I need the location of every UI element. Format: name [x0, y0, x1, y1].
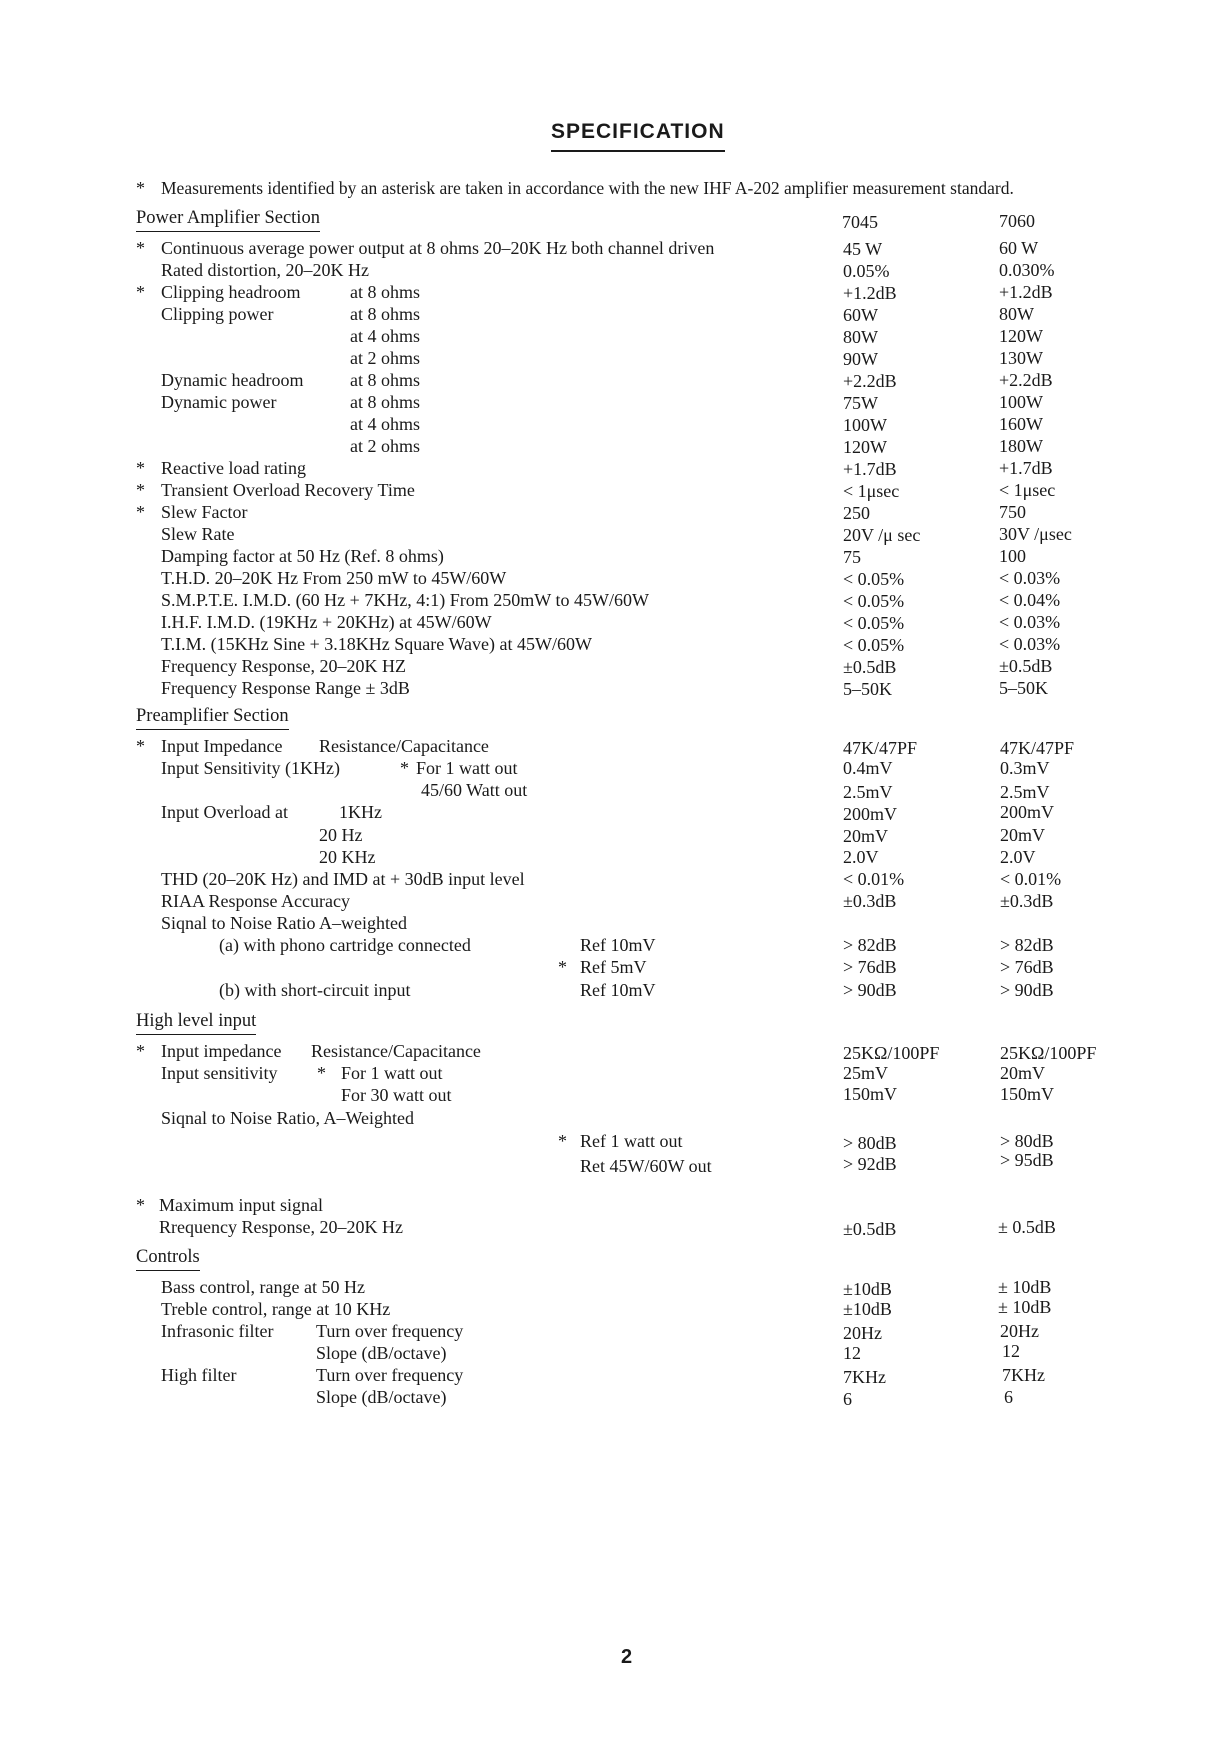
spec-label: Reactive load rating [161, 458, 306, 478]
high-sens-1w-7060: 20mV [1000, 1063, 1045, 1083]
page-number: 2 [621, 1646, 633, 1668]
high-snr-45w-7060: > 95dB [1000, 1150, 1054, 1170]
spec-value-7060: 60 W [999, 238, 1039, 258]
high-sensitivity-label: Input sensitivity [161, 1063, 278, 1083]
spec-condition: at 8 ohms [350, 370, 420, 390]
high-freq-response-label: Rrequency Response, 20–20K Hz [159, 1217, 403, 1237]
preamp-overload-20hz-7045: 20mV [843, 826, 888, 846]
preamp-impedance-7045: 47K/47PF [843, 738, 918, 758]
preamp-sensitivity-label: Input Sensitivity (1KHz) [161, 758, 340, 778]
preamp-riaa-7045: ±0.3dB [843, 891, 897, 911]
preamp-sens-for-1w: For 1 watt out [416, 758, 518, 778]
spec-value-7060: 100 [999, 546, 1026, 566]
spec-value-7060: +2.2dB [999, 370, 1053, 390]
spec-value-7045: 0.05% [843, 261, 890, 281]
spec-value-7060: +1.7dB [999, 458, 1053, 478]
controls-infrasonic-slope: Slope (dB/octave) [316, 1343, 447, 1363]
spec-label: T.I.M. (15KHz Sine + 3.18KHz Square Wave) at 45W/60W [161, 634, 592, 654]
section-controls: Controls [136, 1247, 200, 1271]
preamp-thd-label: THD (20–20K Hz) and IMD at + 30dB input level [161, 869, 525, 889]
spec-value-7045: < 0.05% [843, 569, 905, 589]
spec-value-7045: +1.7dB [843, 459, 897, 479]
spec-value-7045: 75W [843, 393, 878, 413]
high-impedance-7060: 25KΩ/100PF [1000, 1043, 1097, 1063]
asterisk-marker: * [136, 480, 145, 500]
spec-value-7045: 90W [843, 349, 878, 369]
spec-value-7060: 130W [999, 348, 1043, 368]
high-snr-45w-7045: > 92dB [843, 1154, 897, 1174]
preamp-overload-20hz-7060: 20mV [1000, 825, 1045, 845]
preamp-sens-1w-7060: 0.3mV [1000, 758, 1050, 778]
preamp-thd-7045: < 0.01% [843, 869, 905, 889]
spec-value-7045: < 0.05% [843, 591, 905, 611]
measurement-note: Measurements identified by an asterisk are taken in accordance with the new IHF A-202 amplifier measurement standard. [161, 178, 1014, 198]
spec-value-7060: 180W [999, 436, 1043, 456]
preamp-res-cap-label: Resistance/Capacitance [319, 736, 489, 756]
spec-value-7045: 100W [843, 415, 887, 435]
spec-value-7060: < 0.03% [999, 568, 1061, 588]
preamp-overload-20hz: 20 Hz [319, 825, 363, 845]
spec-value-7060: < 1μsec [999, 480, 1056, 500]
spec-value-7045: < 0.05% [843, 613, 905, 633]
spec-value-7060: 80W [999, 304, 1034, 324]
spec-value-7060: < 0.03% [999, 612, 1061, 632]
preamp-overload-1khz-7060: 200mV [1000, 802, 1054, 822]
preamp-sens-for-45w: 45/60 Watt out [421, 780, 528, 800]
spec-value-7045: 5–50K [843, 679, 892, 699]
spec-label: Transient Overload Recovery Time [161, 480, 415, 500]
preamp-thd-7060: < 0.01% [1000, 869, 1062, 889]
section-high-level-input: High level input [136, 1011, 256, 1035]
spec-value-7060: ±0.5dB [999, 656, 1053, 676]
spec-value-7045: < 0.05% [843, 635, 905, 655]
spec-value-7045: < 1μsec [843, 481, 900, 501]
preamp-sens-1w-7045: 0.4mV [843, 758, 893, 778]
preamp-overload-label: Input Overload at [161, 802, 288, 822]
high-freq-response-7060: ± 0.5dB [998, 1217, 1056, 1237]
preamp-overload-1khz-7045: 200mV [843, 804, 897, 824]
preamp-input-impedance-label: Input Impedance [161, 736, 283, 756]
preamp-sens-45w-7060: 2.5mV [1000, 782, 1050, 802]
high-snr-ref-45w: Ret 45W/60W out [580, 1156, 712, 1176]
asterisk-marker: * [317, 1063, 326, 1083]
spec-value-7045: 250 [843, 503, 870, 523]
asterisk-marker: * [400, 758, 409, 778]
high-max-input-label: Maximum input signal [159, 1195, 323, 1215]
controls-high-filter-freq-7045: 7KHz [843, 1367, 886, 1387]
preamp-overload-20khz: 20 KHz [319, 847, 376, 867]
spec-condition: at 4 ohms [350, 326, 420, 346]
preamp-snr-ref-10mv-b: Ref 10mV [580, 980, 656, 1000]
spec-value-7060: 100W [999, 392, 1043, 412]
high-sens-30w-7045: 150mV [843, 1084, 897, 1104]
asterisk-marker: * [136, 736, 145, 756]
asterisk-marker: * [558, 957, 567, 977]
high-impedance-label: Input impedance [161, 1041, 282, 1061]
controls-infrasonic-slope-7045: 12 [843, 1343, 861, 1363]
controls-high-filter-slope-7045: 6 [843, 1389, 852, 1409]
controls-high-filter-slope: Slope (dB/octave) [316, 1387, 447, 1407]
asterisk-marker: * [136, 1195, 145, 1215]
spec-value-7060: < 0.03% [999, 634, 1061, 654]
high-sens-30w-7060: 150mV [1000, 1084, 1054, 1104]
high-snr-1w-7045: > 80dB [843, 1133, 897, 1153]
controls-treble-7060: ± 10dB [998, 1297, 1052, 1317]
controls-high-filter-slope-7060: 6 [1004, 1387, 1013, 1407]
preamp-snr-5mv-7060: > 76dB [1000, 957, 1054, 977]
spec-condition: at 2 ohms [350, 348, 420, 368]
spec-label: Frequency Response Range ± 3dB [161, 678, 410, 698]
spec-value-7045: ±0.5dB [843, 657, 897, 677]
asterisk-marker: * [136, 238, 145, 258]
controls-infrasonic-slope-7060: 12 [1002, 1341, 1020, 1361]
controls-bass-7060: ± 10dB [998, 1277, 1052, 1297]
spec-label: Slew Factor [161, 502, 248, 522]
asterisk-marker: * [558, 1131, 567, 1151]
preamp-snr-label: Siqnal to Noise Ratio A–weighted [161, 913, 407, 933]
preamp-snr-phono-label: (a) with phono cartridge connected [219, 935, 471, 955]
preamp-riaa-7060: ±0.3dB [1000, 891, 1054, 911]
spec-label: Dynamic headroom [161, 370, 304, 390]
spec-condition: at 2 ohms [350, 436, 420, 456]
spec-value-7060: < 0.04% [999, 590, 1061, 610]
spec-value-7045: 80W [843, 327, 878, 347]
high-sens-for-1w: For 1 watt out [341, 1063, 443, 1083]
spec-value-7045: 75 [843, 547, 861, 567]
spec-label: Slew Rate [161, 524, 235, 544]
spec-condition: at 4 ohms [350, 414, 420, 434]
high-snr-ref-1w: Ref 1 watt out [580, 1131, 683, 1151]
preamp-snr-phono-7060: > 82dB [1000, 935, 1054, 955]
high-sens-for-30w: For 30 watt out [341, 1085, 452, 1105]
spec-value-7045: +1.2dB [843, 283, 897, 303]
spec-value-7045: 20V /μ sec [843, 525, 921, 545]
asterisk-marker: * [136, 502, 145, 522]
high-res-cap-label: Resistance/Capacitance [311, 1041, 481, 1061]
asterisk-marker: * [136, 178, 145, 198]
asterisk-marker: * [136, 458, 145, 478]
spec-value-7060: 30V /μsec [999, 524, 1072, 544]
controls-treble-7045: ±10dB [843, 1299, 892, 1319]
section-power-amplifier: Power Amplifier Section [136, 208, 320, 232]
preamp-snr-ref-5mv: Ref 5mV [580, 957, 647, 977]
spec-label: Clipping headroom [161, 282, 301, 302]
high-snr-1w-7060: > 80dB [1000, 1131, 1054, 1151]
preamp-riaa-label: RIAA Response Accuracy [161, 891, 350, 911]
preamp-snr-phono-7045: > 82dB [843, 935, 897, 955]
spec-value-7060: 160W [999, 414, 1043, 434]
preamp-overload-20khz-7045: 2.0V [843, 847, 879, 867]
controls-bass-7045: ±10dB [843, 1279, 892, 1299]
spec-label: Continuous average power output at 8 ohms 20–20K Hz both channel driven [161, 238, 715, 258]
spec-label: T.H.D. 20–20K Hz From 250 mW to 45W/60W [161, 568, 507, 588]
asterisk-marker: * [136, 282, 145, 302]
controls-high-filter-label: High filter [161, 1365, 237, 1385]
model-7060-header: 7060 [999, 211, 1035, 231]
spec-label: Damping factor at 50 Hz (Ref. 8 ohms) [161, 546, 444, 566]
preamp-snr-ref-10mv: Ref 10mV [580, 935, 656, 955]
controls-bass-label: Bass control, range at 50 Hz [161, 1277, 365, 1297]
high-freq-response-7045: ±0.5dB [843, 1219, 897, 1239]
spec-label: Rated distortion, 20–20K Hz [161, 260, 369, 280]
spec-value-7045: 60W [843, 305, 878, 325]
controls-treble-label: Treble control, range at 10 KHz [161, 1299, 391, 1319]
high-sens-1w-7045: 25mV [843, 1063, 888, 1083]
preamp-sens-45w-7045: 2.5mV [843, 782, 893, 802]
spec-value-7045: +2.2dB [843, 371, 897, 391]
high-snr-label: Siqnal to Noise Ratio, A–Weighted [161, 1108, 415, 1128]
preamp-overload-20khz-7060: 2.0V [1000, 847, 1036, 867]
page-title: SPECIFICATION [551, 120, 725, 152]
controls-infrasonic-freq-7045: 20Hz [843, 1323, 882, 1343]
spec-label: S.M.P.T.E. I.M.D. (60 Hz + 7KHz, 4:1) From 250mW to 45W/60W [161, 590, 649, 610]
preamp-snr-short-label: (b) with short-circuit input [219, 980, 411, 1000]
spec-condition: at 8 ohms [350, 304, 420, 324]
spec-label: Dynamic power [161, 392, 277, 412]
spec-value-7060: 5–50K [999, 678, 1048, 698]
controls-infrasonic-turnover: Turn over frequency [316, 1321, 464, 1341]
model-7045-header: 7045 [842, 212, 878, 232]
spec-value-7060: 120W [999, 326, 1043, 346]
high-impedance-7045: 25KΩ/100PF [843, 1043, 940, 1063]
preamp-overload-1khz: 1KHz [339, 802, 382, 822]
spec-label: Frequency Response, 20–20K HZ [161, 656, 406, 676]
preamp-snr-short-7060: > 90dB [1000, 980, 1054, 1000]
spec-value-7045: 120W [843, 437, 887, 457]
controls-infrasonic-freq-7060: 20Hz [1000, 1321, 1039, 1341]
spec-label: I.H.F. I.M.D. (19KHz + 20KHz) at 45W/60W [161, 612, 492, 632]
controls-high-filter-turnover: Turn over frequency [316, 1365, 464, 1385]
spec-condition: at 8 ohms [350, 282, 420, 302]
spec-value-7060: +1.2dB [999, 282, 1053, 302]
preamp-snr-5mv-7045: > 76dB [843, 957, 897, 977]
preamp-snr-short-7045: > 90dB [843, 980, 897, 1000]
section-preamplifier: Preamplifier Section [136, 706, 289, 730]
spec-value-7060: 0.030% [999, 260, 1055, 280]
preamp-impedance-7060: 47K/47PF [1000, 738, 1075, 758]
spec-value-7045: 45 W [843, 239, 883, 259]
spec-condition: at 8 ohms [350, 392, 420, 412]
controls-infrasonic-label: Infrasonic filter [161, 1321, 274, 1341]
controls-high-filter-freq-7060: 7KHz [1002, 1365, 1045, 1385]
spec-label: Clipping power [161, 304, 274, 324]
spec-value-7060: 750 [999, 502, 1026, 522]
asterisk-marker: * [136, 1041, 145, 1061]
